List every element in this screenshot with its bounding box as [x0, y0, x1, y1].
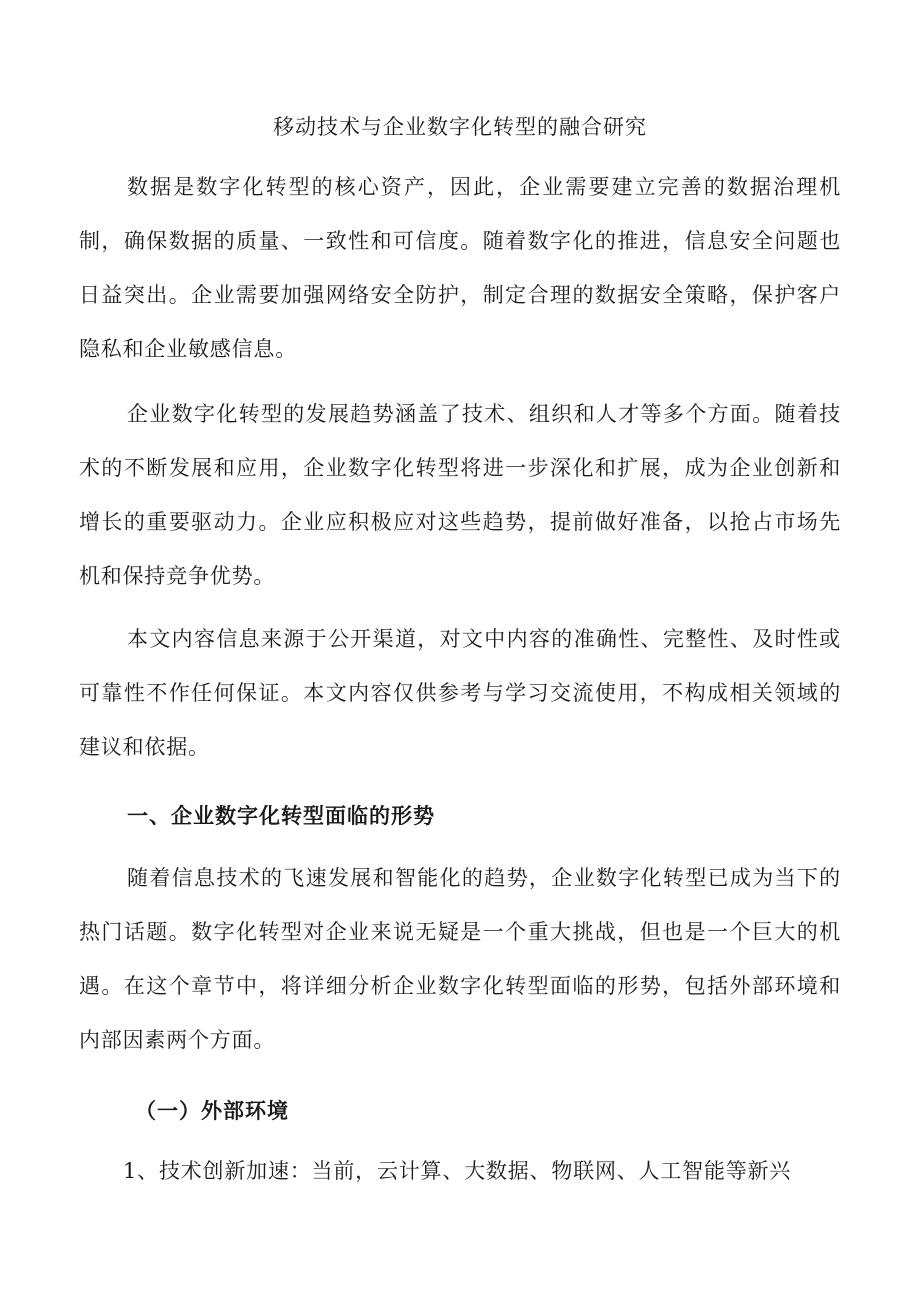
paragraph-trends: 企业数字化转型的发展趋势涵盖了技术、组织和人才等多个方面。随着技术的不断发展和应用，企业数字化转型将进一步深化和扩展，成为企业创新和增长的重要驱动力。企业应积极应对这些趋势，提前做好准备，以抢占市场先机和保持竞争优势。	[79, 402, 841, 588]
paragraph-situation-intro: 随着信息技术的飞速发展和智能化的趋势，企业数字化转型已成为当下的热门话题。数字化转型对企业来说无疑是一个重大挑战，但也是一个巨大的机遇。在这个章节中，将详细分析企业数字化转型面临的形势，包括外部环境和内部因素两个方面。	[79, 866, 841, 1052]
document-title: 移动技术与企业数字化转型的融合研究	[273, 115, 647, 139]
paragraph-disclaimer: 本文内容信息来源于公开渠道，对文中内容的准确性、完整性、及时性或可靠性不作任何保证。本文内容仅供参考与学习交流使用，不构成相关领域的建议和依据。	[79, 627, 841, 759]
section-heading-situation: 一、企业数字化转型面临的形势	[127, 803, 435, 828]
paragraph-tech-innovation: 1、技术创新加速：当前，云计算、大数据、物联网、人工智能等新兴	[123, 1159, 792, 1183]
paragraph-data-governance: 数据是数字化转型的核心资产，因此，企业需要建立完善的数据治理机制，确保数据的质量、一致性和可信度。随着数字化的推进，信息安全问题也日益突出。企业需要加强网络安全防护，制定合理的数据安全策略，保护客户隐私和企业敏感信息。	[79, 175, 841, 361]
subsection-heading-external: （一）外部环境	[135, 1098, 289, 1123]
